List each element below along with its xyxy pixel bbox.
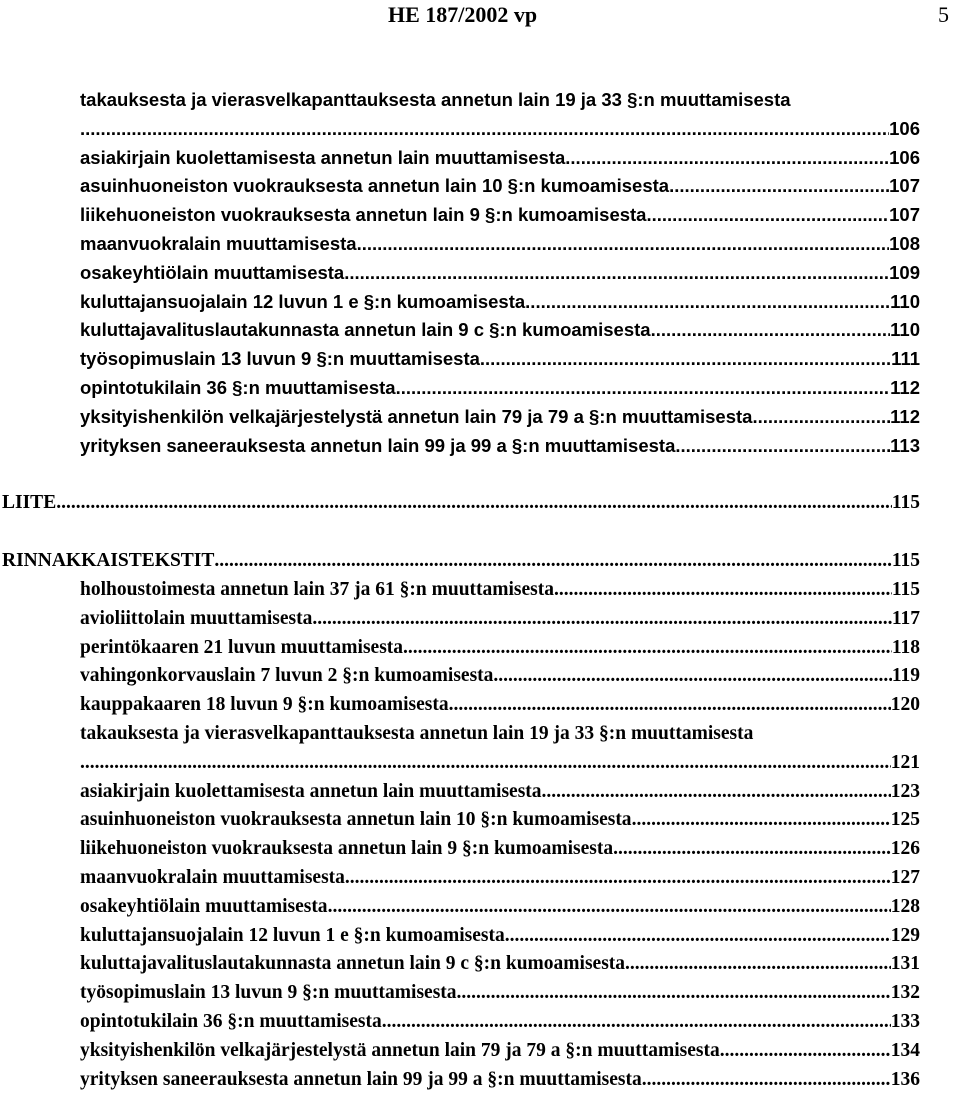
toc-entry-page: 115 (891, 492, 920, 514)
toc-dot-leader (396, 374, 891, 403)
toc-entry-page: 109 (889, 261, 920, 283)
toc-dot-leader (525, 288, 890, 317)
toc-entry-title: takauksesta ja vierasvelkapanttauksesta annetun lain 19 ja 33 §:n muuttamisesta (80, 722, 754, 744)
toc-entry-page: 133 (890, 1010, 920, 1032)
toc-entry[interactable] (80, 979, 920, 1008)
toc-entry-page: 119 (891, 665, 920, 687)
toc-entry-title: maanvuokralain muuttamisesta (80, 232, 357, 254)
toc-dot-leader (625, 950, 891, 979)
toc-entry-page: 134 (890, 1039, 920, 1061)
toc-entry-page: 108 (889, 232, 920, 254)
toc-dot-leader (505, 922, 891, 951)
toc-dot-leader (449, 691, 891, 720)
toc-entry-title: kuluttajavalituslautakunnasta annetun lain 9 c §:n kumoamisesta (80, 319, 651, 341)
toc-entry-page: 113 (890, 434, 920, 456)
toc-entry[interactable] (80, 720, 920, 749)
toc-entry-title: liikehuoneiston vuokrauksesta annetun lain 9 §:n kumoamisesta (80, 838, 614, 860)
toc-dot-leader (752, 403, 890, 432)
toc-entry-page: 127 (890, 866, 920, 888)
toc-entry-page: 112 (890, 376, 920, 398)
toc-dot-leader (56, 489, 892, 518)
toc-entry-title: yrityksen saneerauksesta annetun lain 99 ja 99 a §:n muuttamisesta (80, 1068, 642, 1090)
toc-dot-leader (632, 806, 891, 835)
toc-dot-leader (554, 576, 892, 605)
toc-section-entry[interactable] (2, 489, 920, 518)
toc-entry-page: 112 (890, 405, 920, 427)
toc-entry-title: asuinhuoneiston vuokrauksesta annetun lain 10 §:n kumoamisesta (80, 175, 670, 197)
toc-entry-title: opintotukilain 36 §:n muuttamisesta (80, 1010, 382, 1032)
toc-entry[interactable] (80, 1066, 920, 1095)
toc-entry-title: asiakirjain kuolettamisesta annetun lain muuttamisesta (80, 780, 542, 802)
toc-entry[interactable] (80, 259, 920, 288)
toc-dot-leader (457, 979, 891, 1008)
page-header (0, 0, 960, 34)
toc-entry-title: asuinhuoneiston vuokrauksesta annetun lain 10 §:n kumoamisesta (80, 809, 632, 831)
toc-entry-title: LIITE (2, 492, 57, 514)
toc-dot-leader (80, 749, 891, 778)
toc-entry-page: 115 (891, 550, 920, 572)
toc-entry-page: 107 (889, 175, 920, 197)
toc-entry-title: kauppakaaren 18 luvun 9 §:n kumoamisesta (80, 694, 449, 716)
toc-entry[interactable] (80, 86, 920, 115)
toc-entry-title: vahingonkorvauslain 7 luvun 2 §:n kumoamisesta (80, 665, 494, 687)
toc-dot-leader (720, 1037, 891, 1066)
toc-dot-leader (344, 259, 889, 288)
toc-entry-page: 123 (890, 780, 920, 802)
toc-entry-page: 106 (889, 146, 920, 168)
toc-entry-page: 128 (890, 895, 920, 917)
toc-dot-leader (312, 605, 891, 634)
toc-entry-title: kuluttajavalituslautakunnasta annetun lain 9 c §:n kumoamisesta (80, 953, 626, 975)
toc-dot-leader (646, 201, 889, 230)
toc-entry-page: 106 (889, 117, 920, 139)
toc-entry-page: 118 (891, 636, 920, 658)
toc-entry-page: 110 (890, 290, 920, 312)
toc-entry[interactable] (80, 374, 920, 403)
toc-entry-page: 125 (890, 809, 920, 831)
table-of-contents (0, 86, 960, 1094)
toc-entry[interactable] (80, 115, 920, 144)
toc-entry[interactable] (80, 288, 920, 317)
toc-entry-title: opintotukilain 36 §:n muuttamisesta (80, 376, 396, 398)
toc-dot-leader (328, 893, 891, 922)
toc-entry[interactable] (80, 403, 920, 432)
toc-entry-page: 115 (891, 578, 920, 600)
toc-entry[interactable] (80, 345, 920, 374)
toc-entry[interactable] (80, 201, 920, 230)
toc-entry[interactable] (80, 576, 920, 605)
toc-entry-title: yksityishenkilön velkajärjestelystä annetun lain 79 ja 79 a §:n muuttamisesta (80, 405, 753, 427)
toc-entry-title: yksityishenkilön velkajärjestelystä annetun lain 79 ja 79 a §:n muuttamisesta (80, 1039, 720, 1061)
toc-dot-leader (357, 230, 890, 259)
toc-entry[interactable] (80, 806, 920, 835)
toc-entry-page: 126 (890, 838, 920, 860)
toc-entry-title: asiakirjain kuolettamisesta annetun lain muuttamisesta (80, 146, 566, 168)
toc-entry[interactable] (80, 950, 920, 979)
toc-dot-leader (542, 778, 891, 807)
toc-dot-leader (382, 1008, 891, 1037)
toc-entry-page: 132 (890, 982, 920, 1004)
toc-entry[interactable] (80, 778, 920, 807)
toc-entry[interactable] (80, 662, 920, 691)
toc-entry[interactable] (80, 922, 920, 951)
toc-entry[interactable] (80, 1037, 920, 1066)
toc-entry-page: 110 (890, 319, 920, 341)
toc-entry[interactable] (80, 172, 920, 201)
toc-entry-page: 136 (890, 1068, 920, 1090)
document-id: HE 187/2002 vp (388, 2, 538, 27)
toc-entry-title: liikehuoneiston vuokrauksesta annetun lain 9 §:n kumoamisesta (80, 204, 647, 226)
toc-entry[interactable] (80, 316, 920, 345)
toc-entry-title: kuluttajansuojalain 12 luvun 1 e §:n kumoamisesta (80, 290, 526, 312)
toc-dot-leader (403, 634, 892, 663)
toc-dot-leader (651, 316, 891, 345)
toc-entry[interactable] (80, 605, 920, 634)
toc-entry[interactable] (80, 864, 920, 893)
toc-entry-page: 111 (891, 348, 920, 370)
toc-entry-title: työsopimuslain 13 luvun 9 §:n muuttamisesta (80, 982, 457, 1004)
toc-dot-leader (80, 115, 889, 144)
toc-entry-page: 129 (890, 924, 920, 946)
toc-entry-page: 107 (889, 204, 920, 226)
toc-entry-title: takauksesta ja vierasvelkapanttauksesta annetun lain 19 ja 33 §:n muuttamisesta (80, 89, 791, 110)
toc-entry[interactable] (80, 144, 920, 173)
toc-entry[interactable] (80, 691, 920, 720)
toc-entry-title: perintökaaren 21 luvun muuttamisesta (80, 636, 404, 658)
toc-dot-leader (613, 835, 891, 864)
toc-dot-leader (669, 172, 889, 201)
toc-entry-page: 120 (890, 694, 920, 716)
toc-entry-title: osakeyhtiölain muuttamisesta (80, 895, 328, 917)
toc-dot-leader (345, 864, 891, 893)
toc-entry[interactable] (80, 749, 920, 778)
toc-entry[interactable] (80, 1008, 920, 1037)
toc-entry-title: yrityksen saneerauksesta annetun lain 99 ja 99 a §:n muuttamisesta (80, 434, 676, 456)
toc-entry-title: RINNAKKAISTEKSTIT (2, 550, 215, 572)
toc-entry-title: osakeyhtiölain muuttamisesta (80, 261, 345, 283)
toc-entry-title: kuluttajansuojalain 12 luvun 1 e §:n kumoamisesta (80, 924, 505, 946)
toc-section-entry[interactable] (2, 547, 920, 576)
page-number: 5 (938, 2, 949, 27)
toc-entry[interactable] (80, 634, 920, 663)
toc-entry-title: maanvuokralain muuttamisesta (80, 866, 345, 888)
toc-dot-leader (493, 662, 891, 691)
toc-dot-leader (480, 345, 891, 374)
toc-entry-title: holhoustoimesta annetun lain 37 ja 61 §:n muuttamisesta (80, 578, 555, 600)
toc-dot-leader (675, 432, 890, 461)
toc-entry[interactable] (80, 835, 920, 864)
toc-entry-page: 131 (890, 953, 920, 975)
toc-entry-page: 117 (891, 607, 920, 629)
toc-entry-title: työsopimuslain 13 luvun 9 §:n muuttamisesta (80, 348, 480, 370)
toc-entry[interactable] (80, 230, 920, 259)
toc-entry-page: 121 (890, 751, 920, 773)
toc-dot-leader (214, 547, 891, 576)
toc-entry-title: avioliittolain muuttamisesta (80, 607, 313, 629)
toc-entry[interactable] (80, 432, 920, 461)
toc-dot-leader (565, 144, 889, 173)
toc-entry[interactable] (80, 893, 920, 922)
toc-dot-leader (642, 1066, 891, 1095)
